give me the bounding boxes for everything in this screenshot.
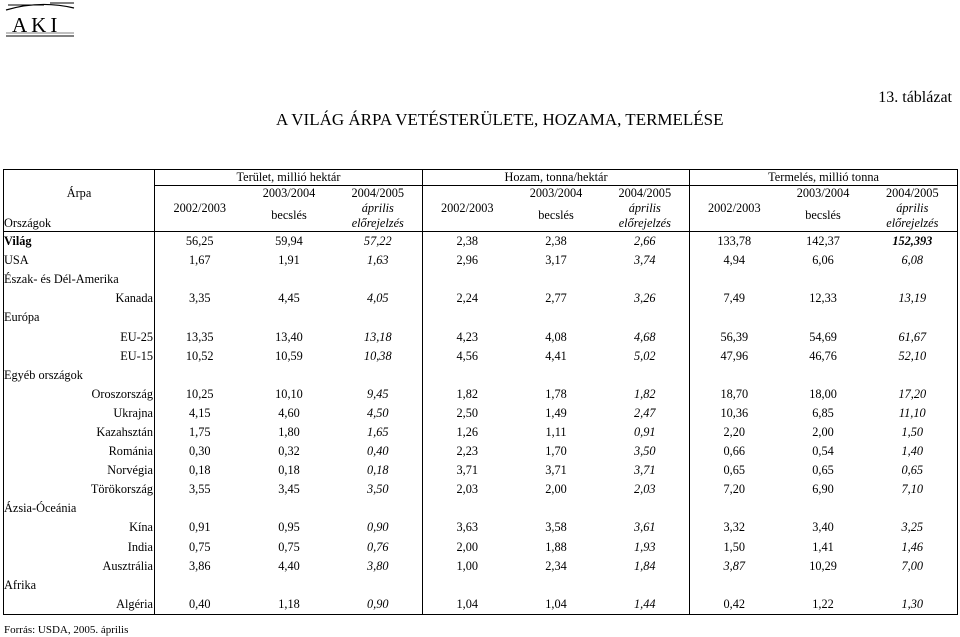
row-label: Egyéb országok: [4, 366, 155, 385]
table-row: [4, 347, 958, 366]
table-cell: [601, 270, 690, 289]
table-cell: [868, 499, 958, 518]
table-cell: 0,76: [334, 538, 423, 557]
row-label: Ázsia-Óceánia: [4, 499, 155, 518]
table-cell: 10,59: [275, 348, 303, 363]
table-cell: [245, 308, 334, 327]
row-label: Kanada: [4, 289, 155, 308]
row-label: EU-15: [4, 347, 155, 366]
table-cell: [334, 308, 423, 327]
table-cell: 4,60: [278, 405, 300, 420]
table-cell: [334, 366, 423, 385]
table-cell: 2,00: [812, 424, 834, 439]
table-cell: 3,35: [188, 291, 211, 306]
table-cell: 3,71: [601, 461, 690, 480]
table-cell: 0,91: [601, 423, 690, 442]
table-cell: [690, 270, 779, 289]
table-cell: 1,88: [545, 539, 567, 554]
table-cell: 3,87: [723, 558, 746, 573]
table-cell: 1,93: [601, 538, 690, 557]
table-cell: 3,45: [278, 482, 300, 497]
table-cell: [868, 366, 958, 385]
row-label: Algéria: [4, 595, 155, 615]
table-body: [4, 232, 958, 615]
yield-2003-header: 2003/2004: [512, 186, 601, 202]
table-cell: [779, 366, 868, 385]
yield-2004-sub1: április: [601, 201, 690, 216]
table-cell: 0,65: [812, 463, 834, 478]
table-cell: 6,85: [812, 405, 834, 420]
table-cell: 3,71: [545, 463, 567, 478]
table-cell: 1,91: [278, 253, 300, 268]
table-cell: 17,20: [868, 385, 958, 404]
table-cell: [423, 308, 512, 327]
table-cell: 1,82: [601, 385, 690, 404]
table-cell: 1,30: [868, 595, 958, 615]
table-cell: 1,44: [601, 595, 690, 615]
area-2004-header: 2004/2005: [334, 186, 423, 202]
row-label: USA: [4, 251, 155, 270]
row-label: Afrika: [4, 576, 155, 595]
table-cell: [155, 308, 245, 327]
yield-2004-header: 2004/2005: [601, 186, 690, 202]
table-cell: 0,90: [334, 595, 423, 615]
group-header-yield: Hozam, tonna/hektár: [423, 170, 690, 186]
table-cell: [779, 499, 868, 518]
table-cell: [155, 270, 245, 289]
yield-2003-sub: becslés: [512, 208, 601, 224]
table-cell: 1,22: [779, 595, 868, 615]
table-cell: 152,393: [868, 232, 958, 252]
table-cell: 3,86: [188, 558, 211, 573]
source-note: Forrás: USDA, 2005. április: [4, 624, 129, 636]
table-cell: 2,77: [545, 291, 567, 306]
table-cell: 11,10: [868, 404, 958, 423]
table-cell: 10,10: [275, 386, 303, 401]
table-cell: 4,23: [456, 329, 479, 344]
table-cell: 3,63: [456, 520, 479, 535]
table-cell: 1,26: [456, 424, 479, 439]
table-cell: [245, 366, 334, 385]
area-2004-sub2: előrejelzés: [334, 216, 423, 232]
table-cell: 56,25: [185, 234, 214, 249]
table-row: [4, 557, 958, 576]
table-cell: 0,54: [812, 444, 834, 459]
table-cell: 47,96: [720, 348, 749, 363]
table-cell: 1,50: [723, 539, 746, 554]
table-cell: 46,76: [809, 348, 837, 363]
table-cell: 4,50: [334, 404, 423, 423]
row-label: Kazahsztán: [4, 423, 155, 442]
table-cell: 1,49: [545, 405, 567, 420]
table-cell: 18,70: [720, 386, 749, 401]
table-row: [4, 308, 958, 327]
row-label: Törökország: [4, 480, 155, 499]
area-2004-sub1: április: [334, 201, 423, 216]
table-cell: 3,71: [456, 463, 479, 478]
row-label: Ukrajna: [4, 404, 155, 423]
table-cell: 9,45: [334, 385, 423, 404]
table-cell: 18,00: [809, 386, 837, 401]
table-cell: 0,18: [188, 463, 211, 478]
table-cell: 7,49: [723, 291, 746, 306]
table-cell: 10,52: [185, 348, 214, 363]
table-cell: 3,26: [601, 289, 690, 308]
table-cell: 2,00: [545, 482, 567, 497]
barley-table: [3, 169, 958, 615]
table-cell: 1,04: [512, 595, 601, 615]
table-cell: [512, 576, 601, 595]
table-cell: 0,65: [723, 463, 746, 478]
prod-2002-header: 2002/2003: [707, 201, 761, 215]
table-cell: [334, 499, 423, 518]
table-cell: 2,23: [456, 444, 479, 459]
logo-text: AKI: [12, 13, 62, 37]
table-cell: 0,30: [188, 444, 211, 459]
table-row: [4, 595, 958, 615]
table-cell: [512, 270, 601, 289]
table-row: [4, 576, 958, 595]
table-cell: 0,75: [188, 539, 211, 554]
table-cell: 7,10: [868, 480, 958, 499]
table-cell: [245, 270, 334, 289]
table-cell: [334, 576, 423, 595]
table-cell: [155, 499, 245, 518]
table-row: [4, 232, 958, 252]
row-label: Észak- és Dél-Amerika: [4, 270, 155, 289]
table-cell: 3,74: [601, 251, 690, 270]
table-cell: 12,33: [809, 291, 837, 306]
table-cell: 0,66: [723, 444, 746, 459]
table-cell: [245, 499, 334, 518]
table-cell: 7,20: [723, 482, 746, 497]
table-cell: 1,18: [245, 595, 334, 615]
table-row: [4, 251, 958, 270]
table-cell: 54,69: [809, 329, 837, 344]
table-row: [4, 385, 958, 404]
table-cell: 4,68: [601, 327, 690, 346]
row-label: Románia: [4, 442, 155, 461]
table-cell: 3,55: [188, 482, 211, 497]
table-row: [4, 327, 958, 346]
table-cell: 6,08: [868, 251, 958, 270]
table-cell: 3,32: [723, 520, 746, 535]
table-cell: [868, 270, 958, 289]
table-cell: 4,41: [545, 348, 567, 363]
table-cell: [601, 499, 690, 518]
table-cell: 133,78: [717, 234, 752, 249]
table-cell: 2,00: [456, 539, 479, 554]
table-cell: 0,42: [690, 595, 779, 615]
row-label: Oroszország: [4, 385, 155, 404]
table-cell: 59,94: [275, 234, 303, 249]
table-cell: 1,78: [545, 386, 567, 401]
table-cell: 2,50: [456, 405, 479, 420]
table-row: [4, 442, 958, 461]
table-cell: [245, 576, 334, 595]
table-cell: 0,32: [278, 444, 300, 459]
table-cell: 142,37: [806, 234, 840, 249]
prod-2004-sub2: előrejelzés: [868, 216, 958, 232]
table-cell: [512, 499, 601, 518]
table-cell: 5,02: [601, 347, 690, 366]
table-cell: [155, 576, 245, 595]
table-cell: 1,70: [545, 444, 567, 459]
area-2003-sub: becslés: [245, 208, 334, 224]
table-cell: 0,18: [334, 461, 423, 480]
area-2003-header: 2003/2004: [245, 186, 334, 202]
table-row: [4, 404, 958, 423]
table-cell: 4,08: [545, 329, 567, 344]
table-cell: 1,50: [868, 423, 958, 442]
corner-label-top: Árpa: [4, 186, 155, 202]
table-cell: 2,38: [456, 234, 479, 249]
table-cell: 2,24: [456, 291, 479, 306]
table-cell: 13,40: [275, 329, 303, 344]
row-label: EU-25: [4, 327, 155, 346]
table-cell: 4,56: [456, 348, 479, 363]
table-cell: 1,11: [545, 424, 567, 439]
table-cell: 2,66: [601, 232, 690, 252]
group-header-production: Termelés, millió tonna: [690, 170, 958, 186]
table-cell: 0,75: [278, 539, 300, 554]
table-cell: 10,38: [334, 347, 423, 366]
table-cell: 13,18: [334, 327, 423, 346]
table-cell: 56,39: [720, 329, 749, 344]
row-label: Európa: [4, 308, 155, 327]
table-cell: 7,00: [868, 557, 958, 576]
table-cell: 2,34: [545, 558, 567, 573]
prod-2003-header: 2003/2004: [779, 186, 868, 202]
table-cell: 1,04: [423, 595, 512, 615]
table-cell: [512, 308, 601, 327]
table-row: [4, 366, 958, 385]
table-row: [4, 499, 958, 518]
table-cell: 6,06: [812, 253, 834, 268]
table-cell: 3,17: [545, 253, 567, 268]
table-cell: [601, 308, 690, 327]
table-cell: 3,50: [334, 480, 423, 499]
table-cell: 1,00: [456, 558, 479, 573]
table-number: 13. táblázat: [878, 89, 952, 106]
table-cell: 4,94: [723, 253, 746, 268]
table-cell: 0,90: [334, 518, 423, 537]
table-cell: 4,45: [278, 291, 300, 306]
table-row: [4, 461, 958, 480]
table-cell: 1,63: [334, 251, 423, 270]
table-cell: [779, 270, 868, 289]
table-cell: 1,80: [278, 424, 300, 439]
prod-2004-header: 2004/2005: [868, 186, 958, 202]
table-cell: 2,20: [723, 424, 746, 439]
row-label: Kína: [4, 518, 155, 537]
table-row: [4, 538, 958, 557]
table-cell: 6,90: [812, 482, 834, 497]
table-cell: 2,03: [456, 482, 479, 497]
corner-label-bottom: Országok: [4, 216, 155, 232]
table-cell: [601, 576, 690, 595]
table-cell: 1,75: [188, 424, 211, 439]
table-cell: [868, 576, 958, 595]
table-cell: 0,40: [155, 595, 245, 615]
corner-cell: [4, 170, 155, 186]
table-cell: [155, 366, 245, 385]
table-cell: [601, 366, 690, 385]
table-cell: 13,19: [868, 289, 958, 308]
table-cell: 4,40: [278, 558, 300, 573]
table-cell: [779, 308, 868, 327]
row-label: Világ: [4, 232, 155, 252]
table-cell: [334, 270, 423, 289]
table-cell: [423, 499, 512, 518]
table-cell: 1,41: [812, 539, 834, 554]
area-2002-header: 2002/2003: [173, 201, 227, 215]
table-cell: 0,91: [188, 520, 211, 535]
table-cell: [423, 576, 512, 595]
table-cell: 3,58: [545, 520, 567, 535]
table-cell: 2,96: [456, 253, 479, 268]
table-cell: 0,40: [334, 442, 423, 461]
table-cell: [690, 499, 779, 518]
table-row: [4, 270, 958, 289]
table-cell: 3,40: [812, 520, 834, 535]
table-cell: 1,82: [456, 386, 479, 401]
table-cell: 2,03: [601, 480, 690, 499]
row-label: Norvégia: [4, 461, 155, 480]
table-row: [4, 480, 958, 499]
table-cell: 61,67: [868, 327, 958, 346]
table-cell: 3,61: [601, 518, 690, 537]
page-title: A VILÁG ÁRPA VETÉSTERÜLETE, HOZAMA, TERMELÉSE: [276, 110, 724, 129]
table-cell: 2,38: [545, 234, 567, 249]
table-cell: 10,29: [809, 558, 837, 573]
row-label: India: [4, 538, 155, 557]
table-cell: 4,15: [188, 405, 211, 420]
table-cell: 3,80: [334, 557, 423, 576]
table-cell: 4,05: [334, 289, 423, 308]
table-cell: 0,95: [278, 520, 300, 535]
table-cell: 1,84: [601, 557, 690, 576]
table-cell: 10,36: [720, 405, 749, 420]
table-cell: 1,40: [868, 442, 958, 461]
table-cell: 10,25: [185, 386, 214, 401]
table-cell: [690, 576, 779, 595]
table-cell: 3,50: [601, 442, 690, 461]
yield-2004-sub2: előrejelzés: [601, 216, 690, 232]
table-cell: 57,22: [334, 232, 423, 252]
table-row: [4, 518, 958, 537]
table-cell: [512, 366, 601, 385]
prod-2004-sub1: április: [868, 201, 958, 216]
table-cell: 1,65: [334, 423, 423, 442]
table-cell: [690, 308, 779, 327]
table-cell: 0,65: [868, 461, 958, 480]
table-cell: 3,25: [868, 518, 958, 537]
table-row: [4, 289, 958, 308]
table-cell: 13,35: [185, 329, 214, 344]
table-cell: 0,18: [278, 463, 300, 478]
table-cell: 52,10: [868, 347, 958, 366]
table-cell: [868, 308, 958, 327]
table-cell: [779, 576, 868, 595]
yield-2002-header: 2002/2003: [440, 201, 494, 215]
table-cell: 2,47: [601, 404, 690, 423]
table-cell: [423, 366, 512, 385]
table-cell: [690, 366, 779, 385]
aki-logo: [4, 0, 76, 38]
table-cell: 1,67: [188, 253, 211, 268]
table-row: [4, 423, 958, 442]
table-cell: [423, 270, 512, 289]
group-header-area: Terület, millió hektár: [155, 170, 423, 186]
row-label: Ausztrália: [4, 557, 155, 576]
prod-2003-sub: becslés: [779, 208, 868, 224]
table-cell: 1,46: [868, 538, 958, 557]
